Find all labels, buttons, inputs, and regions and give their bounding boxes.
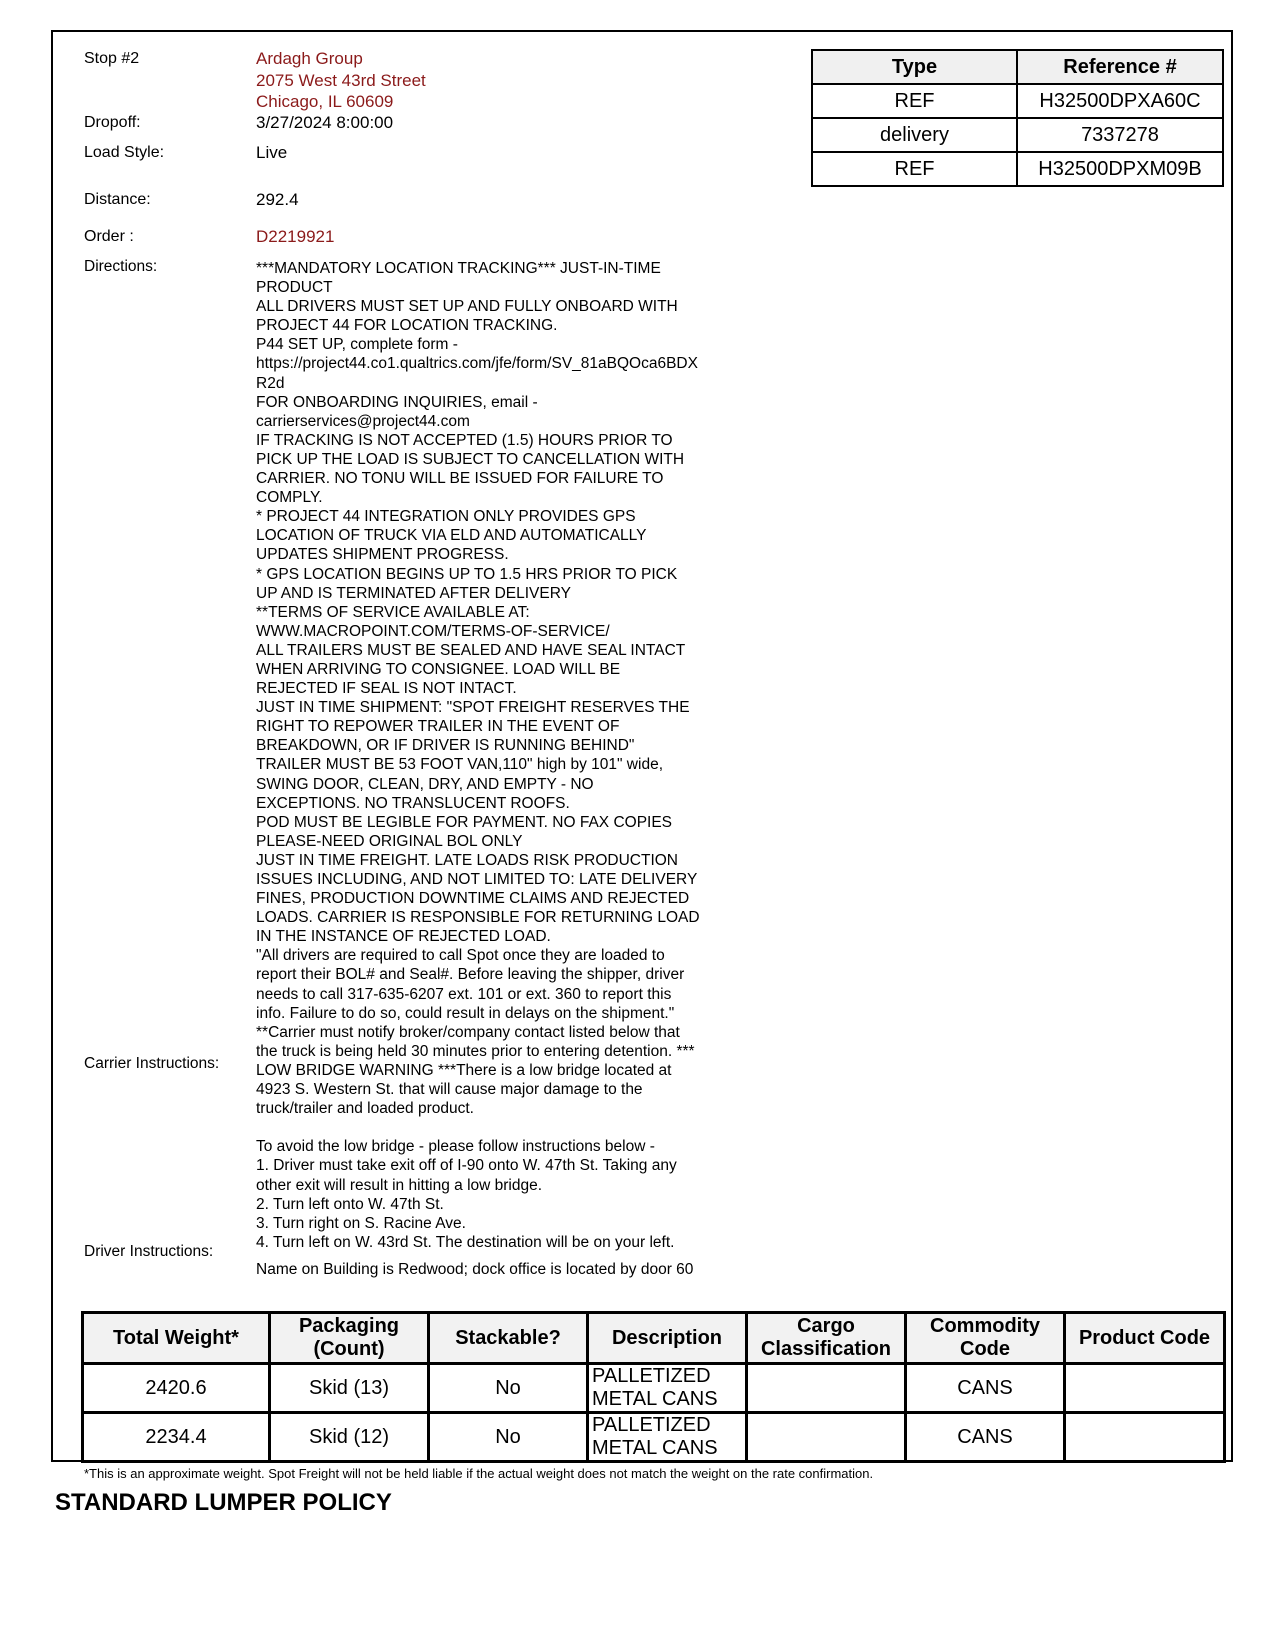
reference-table: [811, 49, 1224, 187]
distance-value: 292.4: [256, 190, 299, 209]
distance-label: Distance:: [84, 191, 151, 208]
carrier-instructions-label: Carrier Instructions:: [84, 1055, 220, 1072]
weight-footnote: *This is an approximate weight. Spot Freight will not be held liable if the actual weight does not match the weight on the rate confirmation.: [84, 1466, 874, 1481]
header-description: Description: [588, 1313, 747, 1364]
reference-number: H32500DPXA60C: [1017, 84, 1223, 118]
table-row: [812, 84, 1223, 118]
driver-instructions-label: Driver Instructions:: [84, 1243, 214, 1260]
table-row: [83, 1364, 1225, 1413]
freight-table-header: [83, 1313, 1225, 1364]
load-style-value: Live: [256, 143, 288, 162]
packaging-cell: Skid (13): [270, 1364, 429, 1413]
order-label: Order :: [84, 228, 134, 245]
product-code-cell: [1065, 1413, 1225, 1462]
freight-table: [81, 1311, 1226, 1463]
stop-address-line2: Chicago, IL 60609: [256, 92, 394, 111]
total-weight-cell: 2234.4: [83, 1413, 270, 1462]
reference-header-type: Type: [812, 50, 1017, 84]
product-code-cell: [1065, 1364, 1225, 1413]
order-number: D2219921: [256, 227, 335, 246]
reference-type: REF: [812, 84, 1017, 118]
header-packaging: Packaging (Count): [270, 1313, 429, 1364]
commodity-code-cell: CANS: [906, 1413, 1065, 1462]
stop-address-line1: 2075 West 43rd Street: [256, 71, 426, 90]
reference-table-header: [812, 50, 1223, 84]
table-row: [812, 118, 1223, 152]
reference-type: REF: [812, 152, 1017, 186]
commodity-code-cell: CANS: [906, 1364, 1065, 1413]
stop-company: Ardagh Group: [256, 49, 363, 68]
reference-number: H32500DPXM09B: [1017, 152, 1223, 186]
packaging-cell: Skid (12): [270, 1413, 429, 1462]
driver-instructions-text: Name on Building is Redwood; dock office is located by door 60: [256, 1261, 694, 1278]
header-stackable: Stackable?: [429, 1313, 588, 1364]
header-product-code: Product Code: [1065, 1313, 1225, 1364]
header-cargo-classification: Cargo Classification: [747, 1313, 906, 1364]
load-style-label: Load Style:: [84, 144, 165, 161]
directions-text: ***MANDATORY LOCATION TRACKING*** JUST-IN-TIME PRODUCT ALL DRIVERS MUST SET UP AND FULLY ONBOARD WITH PROJECT 44 FOR LOCATION TRACKING. P44 SET UP, complete form - https://project44.co1.qualtrics.com/jfe/form/SV_81aBQOca6BDX R2d FOR ONBOARDING INQUIRIES, email - carrierservices@project44.com IF TRACKING IS NOT ACCEPTED (1.5) HOURS PRIOR TO PICK UP THE LOAD IS SUBJECT TO CANCELLATION WITH CARRIER. NO TONU WILL BE ISSUED FOR FAILURE TO COMPLY. * PROJECT 44 INTEGRATION ONLY PROVIDES GPS LOCATION OF TRUCK VIA ELD AND AUTOMATICALLY UPDATES SHIPMENT PROGRESS. * GPS LOCATION BEGINS UP TO 1.5 HRS PRIOR TO PICK UP AND IS TERMINATED AFTER DELIVERY **TERMS OF SERVICE AVAILABLE AT: WWW.MACROPOINT.COM/TERMS-OF-SERVICE/ ALL TRAILERS MUST BE SEALED AND HAVE SEAL INTACT WHEN ARRIVING TO CONSIGNEE. LOAD WILL BE REJECTED IF SEAL IS NOT INTACT. JUST IN TIME SHIPMENT: "SPOT FREIGHT RESERVES THE RIGHT TO REPOWER TRAILER IN THE EVENT OF BREAKDOWN, OR IF DRIVER IS RUNNING BEHIND" TRAILER MUST BE 53 FOOT VAN,110" high by 101" wide, SWING DOOR, CLEAN, DRY, AND EMPTY - NO EXCEPTIONS. NO TRANSLUCENT ROOFS. POD MUST BE LEGIBLE FOR PAYMENT. NO FAX COPIES PLEASE-NEED ORIGINAL BOL ONLY JUST IN TIME FREIGHT. LATE LOADS RISK PRODUCTION ISSUES INCLUDING, AND NOT LIMITED TO: LATE DELIVERY FINES, PRODUCTION DOWNTIME CLAIMS AND REJECTED LOADS. CARRIER IS RESPONSIBLE FOR RETURNING LOAD IN THE INSTANCE OF REJECTED LOAD. "All drivers are required to call Spot once they are loaded to report their BOL# and Seal#. Before leaving the shipper, driver needs to call 317-635-6207 ext. 101 or ext. 360 to report this info. Failure to do so, could result in delays on the shipment." **Carrier must notify broker/company contact listed below that the truck is being held 30 minutes prior to entering detention. *** LOW BRIDGE WARNING ***There is a low bridge located at 4923 S. Western St. that will cause major damage to the truck/trailer and loaded product. To avoid the low bridge - please follow instructions below - 1. Driver must take exit off of I-90 onto W. 47th St. Taking any other exit will result in hitting a low bridge. 2. Turn left onto W. 47th St. 3. Turn right on S. Racine Ave. 4. Turn left on W. 43rd St. The destination will be on your left.: [256, 260, 700, 1251]
table-row: [812, 152, 1223, 186]
stop-label: Stop #2: [84, 50, 140, 67]
cargo-classification-cell: [747, 1364, 906, 1413]
header-commodity-code: Commodity Code: [906, 1313, 1065, 1364]
dropoff-label: Dropoff:: [84, 114, 141, 131]
description-cell: PALLETIZED METAL CANS: [588, 1413, 747, 1462]
reference-header-number: Reference #: [1017, 50, 1223, 84]
dropoff-value: 3/27/2024 8:00:00: [256, 113, 394, 132]
directions-label: Directions:: [84, 258, 158, 275]
reference-number: 7337278: [1017, 118, 1223, 152]
stackable-cell: No: [429, 1364, 588, 1413]
header-total-weight: Total Weight*: [83, 1313, 270, 1364]
stackable-cell: No: [429, 1413, 588, 1462]
lumper-policy-heading: STANDARD LUMPER POLICY: [55, 1489, 392, 1516]
description-cell: PALLETIZED METAL CANS: [588, 1364, 747, 1413]
cargo-classification-cell: [747, 1413, 906, 1462]
total-weight-cell: 2420.6: [83, 1364, 270, 1413]
reference-type: delivery: [812, 118, 1017, 152]
table-row: [83, 1413, 1225, 1462]
